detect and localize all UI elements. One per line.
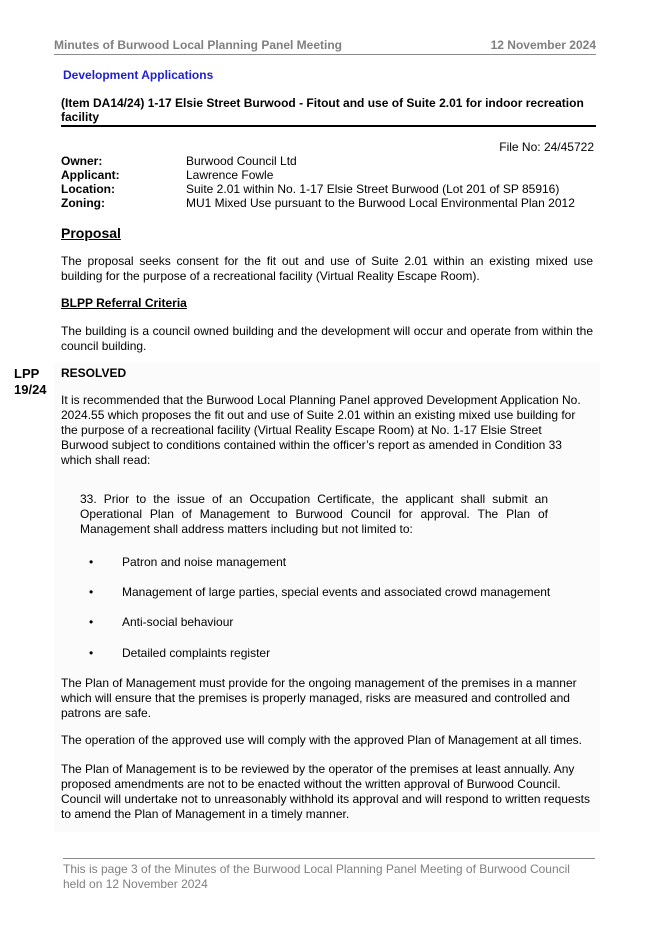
detail-row-location xyxy=(61,182,601,196)
bullet-icon: • xyxy=(89,646,94,660)
detail-label: Location: xyxy=(61,182,115,196)
bullet-icon: • xyxy=(89,555,94,569)
list-item-text: Detailed complaints register xyxy=(122,646,271,660)
bullet-icon: • xyxy=(89,585,94,599)
detail-label: Applicant: xyxy=(61,168,120,182)
list-item xyxy=(89,555,286,570)
list-item-text: Patron and noise management xyxy=(122,555,287,569)
list-item-text: Management of large parties, special events and associated crowd management xyxy=(122,585,551,599)
management-paragraph: The Plan of Management must provide for the ongoing management of the premises in a manner which will ensure that the premises is properly managed, risks are measured and controlled and patrons are safe. xyxy=(61,676,577,720)
detail-row-applicant xyxy=(61,168,601,182)
referral-text: The building is a council owned building and the development will occur and operate from within the council building. xyxy=(61,324,593,353)
detail-value: Lawrence Fowle xyxy=(186,168,274,182)
list-item xyxy=(89,585,550,600)
referral-heading: BLPP Referral Criteria xyxy=(61,296,187,310)
resolution-number-line2: 19/24 xyxy=(14,382,47,397)
list-item xyxy=(89,615,233,630)
proposal-heading: Proposal xyxy=(61,225,121,241)
review-paragraph: The Plan of Management is to be reviewed by the operator of the premises at least annually. Any proposed amendments are not to be enacted without the written approval of Burwood Council. Council will undertake not to unreasonably withhold its approval and will respond to written requests to amend the Plan of Management in a timely manner. xyxy=(61,762,590,821)
detail-value: Burwood Council Ltd xyxy=(186,154,297,168)
bullet-icon: • xyxy=(89,615,94,629)
list-item-text: Anti-social behaviour xyxy=(122,615,234,629)
detail-label: Owner: xyxy=(61,154,103,168)
list-item xyxy=(89,646,270,661)
detail-value: Suite 2.01 within No. 1-17 Elsie Street Burwood (Lot 201 of SP 85916) xyxy=(186,182,560,196)
section-heading: Development Applications xyxy=(63,68,214,82)
resolution-number-line1: LPP xyxy=(14,366,40,381)
detail-label: Zoning: xyxy=(61,196,105,210)
condition-33: 33. Prior to the issue of an Occupation Certificate, the applicant shall submit an Operational Plan of Management to Burwood Council for approval. The Plan of Management shall address matters including but not limited to: xyxy=(80,492,548,536)
detail-row-owner xyxy=(61,154,601,168)
detail-value: MU1 Mixed Use pursuant to the Burwood Local Environmental Plan 2012 xyxy=(186,196,575,210)
page-header xyxy=(54,38,596,55)
proposal-text: The proposal seeks consent for the fit out and use of Suite 2.01 within an existing mixed use building for the purpose of a recreational facility (Virtual Reality Escape Room). xyxy=(61,254,593,283)
item-title: (Item DA14/24) 1-17 Elsie Street Burwood - Fitout and use of Suite 2.01 for indoor recreation facility xyxy=(61,96,596,127)
resolution-intro: It is recommended that the Burwood Local Planning Panel approved Development Application No. 2024.55 which proposes the fit out and use of Suite 2.01 within an existing mixed use building for the purpose of a recreational facility (Virtual Reality Escape Room) at No. 1-17 Elsie Street Burwood subject to conditions contained within the officer’s report as amended in Condition 33 which shall read: xyxy=(61,393,581,467)
detail-row-zoning xyxy=(61,196,601,210)
header-title: Minutes of Burwood Local Planning Panel Meeting xyxy=(54,38,343,52)
file-number: File No: 24/45722 xyxy=(499,140,594,154)
resolved-heading: RESOLVED xyxy=(61,366,127,380)
application-details xyxy=(61,154,601,210)
page-footer: This is page 3 of the Minutes of the Burwood Local Planning Panel Meeting of Burwood Council held on 12 November 2024 xyxy=(63,858,595,892)
header-date: 12 November 2024 xyxy=(490,38,596,52)
resolution-number xyxy=(14,366,47,398)
compliance-paragraph: The operation of the approved use will comply with the approved Plan of Management at all times. xyxy=(61,733,582,747)
